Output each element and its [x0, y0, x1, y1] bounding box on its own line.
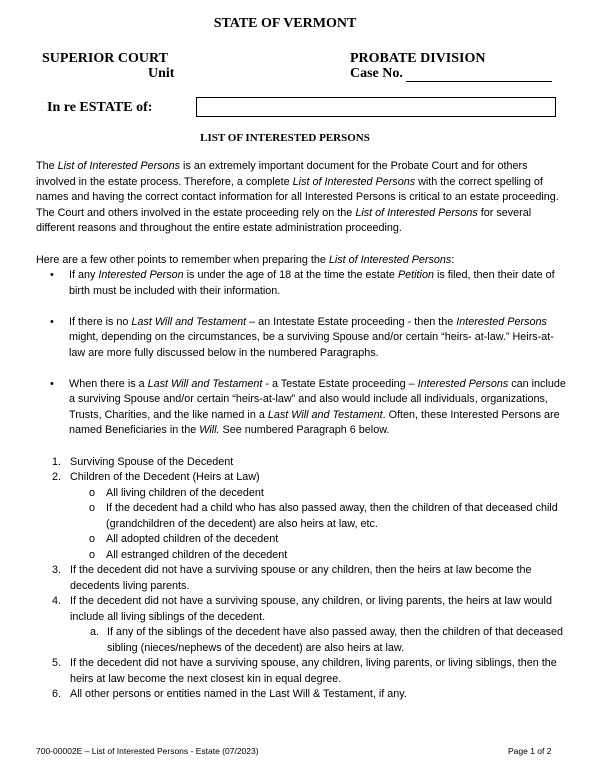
division-name: PROBATE DIVISION: [350, 51, 486, 66]
sub-list-item: o All adopted children of the decedent: [89, 533, 279, 545]
court-name: SUPERIOR COURT: [42, 51, 168, 66]
form-body: [36, 159, 566, 703]
state-title: STATE OF VERMONT: [213, 16, 357, 31]
bullet-glyph: •: [50, 377, 54, 390]
case-number-row: [350, 66, 552, 82]
sub-list-item: o If the decedent had a child who has also passed away, then the children of that deceased child (grandchildren of the decedent) are also heirs at law, etc.: [89, 502, 558, 530]
bullet-minor: • If any Interested Person is under the age of 18 at the time the estate Petition is filed, then their date of birth must be included with their information.: [50, 269, 555, 297]
list-item: 6. All other persons or entities named in the Last Will & Testament, if any.: [52, 688, 407, 700]
list-item: 2. Children of the Decedent (Heirs at Law): [52, 471, 260, 483]
list-item: 3. If the decedent did not have a surviving spouse or any children, then the heirs at law become the decedents living parents.: [52, 564, 532, 592]
footer-page-number: Page 1 of 2: [508, 746, 552, 756]
list-item: 1. Surviving Spouse of the Decedent: [52, 455, 234, 468]
estate-label: In re ESTATE of:: [47, 100, 153, 115]
sub-list-item: a. If any of the siblings of the decedent have also passed away, then the children of that deceased sibling (nieces/nephews of the decedent) are also heirs at law.: [90, 626, 563, 654]
bullet-glyph: •: [50, 269, 54, 281]
case-number-field[interactable]: [406, 67, 552, 82]
bullet-intestate: • If there is no Last Will and Testament – an Intestate Estate proceeding - then the Interested Persons might, depending on the circumstances, be a surviving Spouse and/or certain “heirs- at-law.” Heirs-at-law are more fully discussed below in the numbered Paragraphs.: [50, 315, 554, 359]
form-title: LIST OF INTERESTED PERSONS: [200, 132, 370, 144]
unit-label: Unit: [148, 66, 175, 81]
case-number-label: Case No.: [350, 66, 403, 81]
sub-list-item: o All living children of the decedent: [89, 486, 264, 499]
estate-name-input[interactable]: [196, 97, 556, 117]
list-item: 5. If the decedent did not have a surviving spouse, any children, living parents, or living siblings, then the heirs at law become the next closest kin in equal degree.: [52, 657, 557, 685]
list-item: 4. If the decedent did not have a surviving spouse, any children, or living parents, the heirs at law would include all living siblings of the decedent.: [52, 595, 552, 623]
bullet-testate: • When there is a Last Will and Testament - a Testate Estate proceeding – Interested Persons can include a surviving Spouse and/or certain “heirs-at-law” and also would include all individuals, organizations, Trusts, Charities, and the like named in a Last Will and Testament. Often, these Interested Persons are named Beneficiaries in the Will. See numbered Paragraph 6 below.: [50, 377, 566, 436]
bullet-glyph: •: [50, 315, 54, 328]
points-intro: Here are a few other points to remember when preparing the List of Interested Persons:: [36, 253, 455, 266]
footer-form-id: 700-00002E – List of Interested Persons - Estate (07/2023): [36, 746, 259, 756]
sub-list-item: o All estranged children of the decedent: [89, 548, 288, 561]
intro-paragraph: The List of Interested Persons is an extremely important document for the Probate Court and for others involved in the estate process. Therefore, a complete List of Interested Persons with the correct spelling of names and having the correct contact information for all Interested Persons is critical to an estate proceeding. The Court and others involved in the estate proceeding rely on the List of Interested Persons for several different reasons and throughout the entire estate administration proceeding.: [36, 160, 559, 234]
